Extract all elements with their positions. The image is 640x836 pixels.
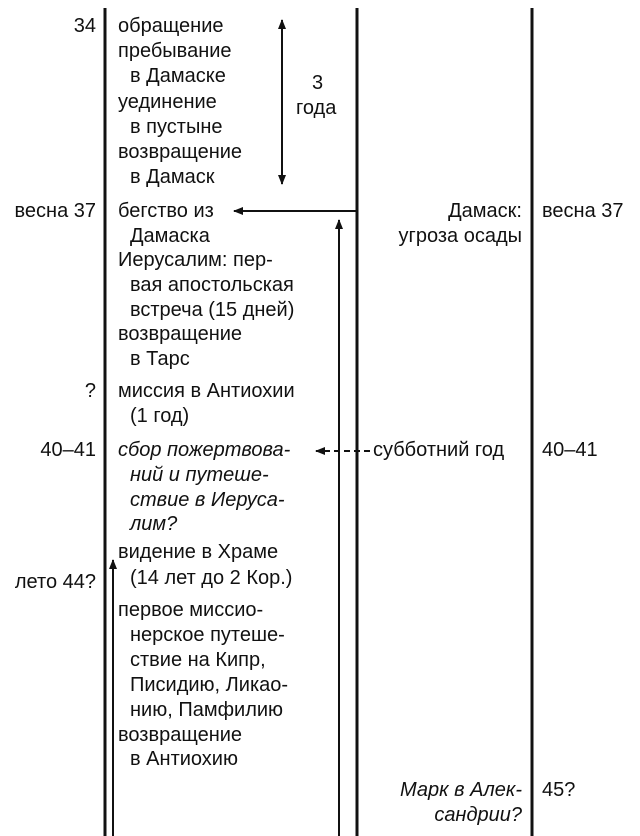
event-line: уединение bbox=[118, 91, 217, 113]
event-line: встреча (15 дней) bbox=[130, 299, 295, 321]
date-spring-37: весна 37 bbox=[14, 200, 96, 222]
event-line: в Антиохию bbox=[130, 748, 238, 770]
external-siege-threat: угроза осады bbox=[398, 225, 522, 247]
event-line: видение в Храме bbox=[118, 541, 279, 563]
event-line: в Тарс bbox=[130, 348, 190, 370]
event-line: нию, Памфилию bbox=[130, 699, 284, 721]
event-line: возвращение bbox=[118, 323, 243, 345]
event-line: вая апостольская bbox=[130, 274, 294, 296]
event-line: обращение bbox=[118, 15, 224, 37]
event-line: (1 год) bbox=[130, 405, 190, 427]
event-line: в Дамаск bbox=[130, 166, 215, 188]
right-date-40-41: 40–41 bbox=[542, 439, 598, 461]
event-line: в пустыне bbox=[130, 116, 223, 138]
date-40-41: 40–41 bbox=[40, 439, 96, 461]
external-mark-line: сандрии? bbox=[434, 804, 522, 826]
event-line: Писидию, Ликао- bbox=[130, 674, 289, 696]
event-line: ствие на Кипр, bbox=[130, 649, 266, 671]
event-line: ствие в Иеруса- bbox=[130, 489, 285, 511]
event-line: возвращение bbox=[118, 141, 243, 163]
right-date-spring-37: весна 37 bbox=[542, 200, 624, 222]
duration-number: 3 bbox=[312, 72, 324, 94]
event-line: лим? bbox=[130, 513, 178, 535]
date-34: 34 bbox=[73, 15, 96, 37]
event-line: нерское путеше- bbox=[130, 624, 285, 646]
external-mark-line: Марк в Алек- bbox=[400, 779, 522, 801]
event-line: Иерусалим: пер- bbox=[118, 249, 273, 271]
event-line: Дамаска bbox=[130, 225, 210, 247]
event-line: бегство из bbox=[118, 200, 214, 222]
event-line: (14 лет до 2 Кор.) bbox=[130, 567, 293, 589]
duration-unit: года bbox=[296, 97, 337, 119]
event-line: первое миссио- bbox=[118, 599, 264, 621]
event-line: возвращение bbox=[118, 724, 243, 746]
event-line: ний и путеше- bbox=[130, 464, 269, 486]
date-summer-44: лето 44? bbox=[14, 571, 96, 593]
right-date-45: 45? bbox=[542, 779, 576, 801]
date-unknown: ? bbox=[84, 380, 96, 402]
event-line: сбор пожертвова- bbox=[118, 439, 291, 461]
event-line: в Дамаске bbox=[130, 65, 226, 87]
event-line: миссия в Антиохии bbox=[118, 380, 295, 402]
event-line: пребывание bbox=[118, 40, 232, 62]
external-sabbath-year: субботний год bbox=[373, 439, 505, 461]
external-damascus: Дамаск: bbox=[448, 200, 522, 222]
